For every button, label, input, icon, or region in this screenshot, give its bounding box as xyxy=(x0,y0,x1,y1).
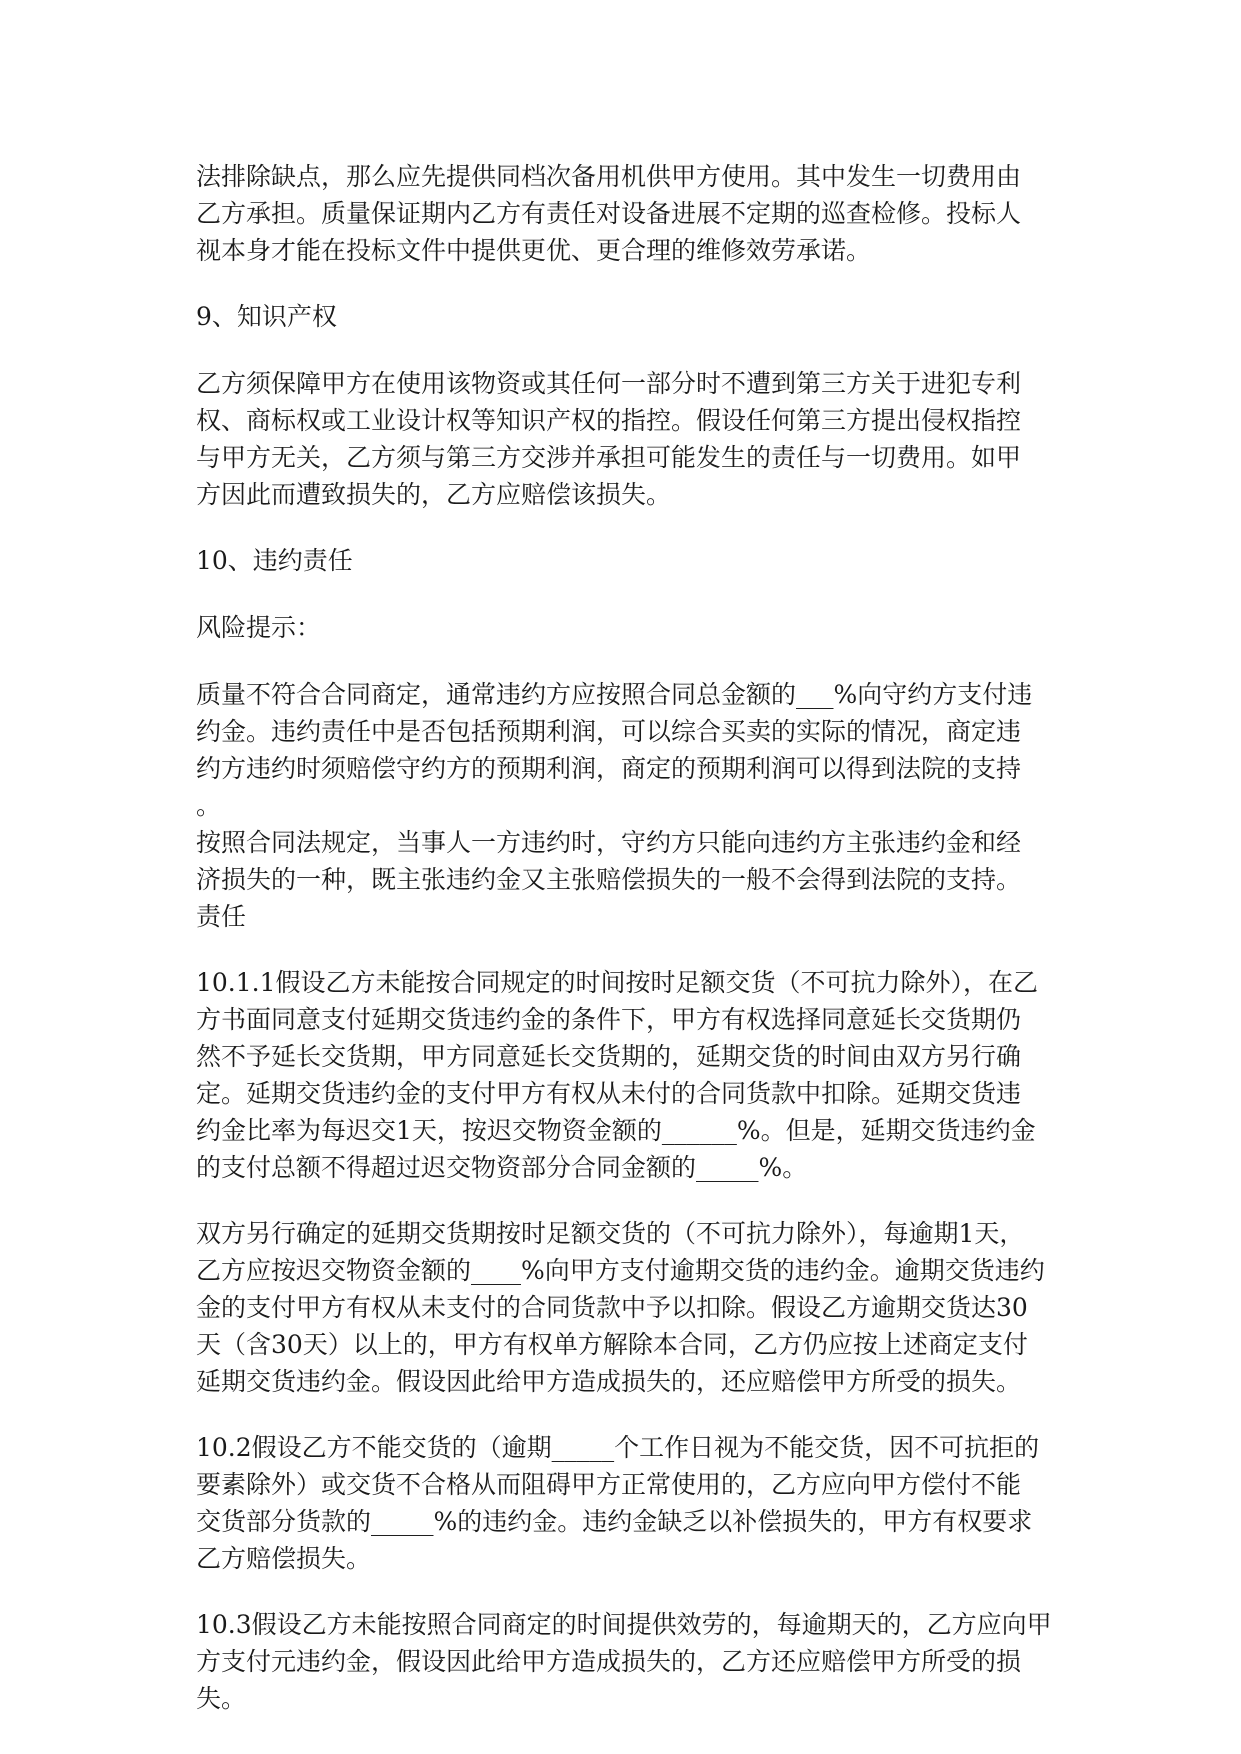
text-line: 乙方须保障甲方在使用该物资或其任何一部分时不遭到第三方关于进犯专利 xyxy=(196,369,1022,398)
text-line: 质量不符合合同商定，通常违约方应按照合同总金额的___%向守约方支付违 xyxy=(196,680,1033,709)
text-line: 乙方应按迟交物资金额的____%向甲方支付逾期交货的违约金。逾期交货违约 xyxy=(196,1256,1045,1285)
text-line: 10.2假设乙方不能交货的（逾期_____个工作日视为不能交货，因不可抗拒的 xyxy=(196,1433,1040,1462)
text-line: 视本身才能在投标文件中提供更优、更合理的维修效劳承诺。 xyxy=(196,236,872,265)
text-line: 10.1.1假设乙方未能按合同规定的时间按时足额交货（不可抗力除外），在乙 xyxy=(196,968,1039,997)
text-line: 的支付总额不得超过迟交物资部分合同金额的_____%。 xyxy=(196,1153,808,1182)
text-line: 约金。违约责任中是否包括预期利润，可以综合买卖的实际的情况，商定违 xyxy=(196,717,1022,746)
text-line: 权、商标权或工业设计权等知识产权的指控。假设任何第三方提出侵权指控 xyxy=(196,406,1022,435)
risk-notice-label: 风险提示： xyxy=(196,613,322,642)
text-line: 。 xyxy=(196,791,222,820)
paragraph-risk-notice xyxy=(196,676,1046,935)
paragraph-overdue-delivery xyxy=(196,1215,1046,1400)
text-line: 方支付元违约金，假设因此给甲方造成损失的，乙方还应赔偿甲方所受的损 xyxy=(196,1647,1022,1676)
text-line: 定。延期交货违约金的支付甲方有权从未付的合同货款中扣除。延期交货违 xyxy=(196,1079,1022,1108)
text-line: 责任 xyxy=(196,902,247,931)
text-line: 约金比率为每迟交1天，按迟交物资金额的______%。但是，延期交货违约金 xyxy=(196,1116,1036,1145)
text-line: 要素除外）或交货不合格从而阻碍甲方正常使用的，乙方应向甲方偿付不能 xyxy=(196,1470,1022,1499)
text-line: 金的支付甲方有权从未支付的合同货款中予以扣除。假设乙方逾期交货达30 xyxy=(196,1293,1028,1322)
paragraph-clause-10-1-1 xyxy=(196,964,1046,1186)
text-line: 10.3假设乙方未能按照合同商定的时间提供效劳的，每逾期天的，乙方应向甲 xyxy=(196,1610,1052,1639)
section-heading-9: 9、知识产权 xyxy=(196,302,337,331)
text-line: 方因此而遭致损失的，乙方应赔偿该损失。 xyxy=(196,480,672,509)
text-line: 按照合同法规定，当事人一方违约时，守约方只能向违约方主张违约金和经 xyxy=(196,828,1022,857)
text-line: 然不予延长交货期，甲方同意延长交货期的，延期交货的时间由双方另行确 xyxy=(196,1042,1022,1071)
text-line: 天（含30天）以上的，甲方有权单方解除本合同，乙方仍应按上述商定支付 xyxy=(196,1330,1028,1359)
text-line: 济损失的一种，既主张违约金又主张赔偿损失的一般不会得到法院的支持。 xyxy=(196,865,1022,894)
text-line: 与甲方无关，乙方须与第三方交涉并承担可能发生的责任与一切费用。如甲 xyxy=(196,443,1022,472)
text-line: 双方另行确定的延期交货期按时足额交货的（不可抗力除外），每逾期1天， xyxy=(196,1219,1025,1248)
text-line: 失。 xyxy=(196,1684,247,1713)
text-line: 交货部分货款的_____%的违约金。违约金缺乏以补偿损失的，甲方有权要求 xyxy=(196,1507,1033,1536)
text-line: 延期交货违约金。假设因此给甲方造成损失的，还应赔偿甲方所受的损失。 xyxy=(196,1367,1022,1396)
document-body xyxy=(196,158,1052,1746)
section-heading-10: 10、违约责任 xyxy=(196,546,353,575)
paragraph-warranty-continuation xyxy=(196,158,1046,269)
paragraph-clause-10-3 xyxy=(196,1606,1052,1717)
text-line: 乙方赔偿损失。 xyxy=(196,1544,372,1573)
paragraph-clause-10-2 xyxy=(196,1429,1046,1577)
text-line: 法排除缺点，那么应先提供同档次备用机供甲方使用。其中发生一切费用由 xyxy=(196,162,1022,191)
text-line: 约方违约时须赔偿守约方的预期利润，商定的预期利润可以得到法院的支持 xyxy=(196,754,1022,783)
text-line: 乙方承担。质量保证期内乙方有责任对设备进展不定期的巡查检修。投标人 xyxy=(196,199,1022,228)
text-line: 方书面同意支付延期交货违约金的条件下，甲方有权选择同意延长交货期仍 xyxy=(196,1005,1022,1034)
paragraph-intellectual-property xyxy=(196,365,1046,513)
